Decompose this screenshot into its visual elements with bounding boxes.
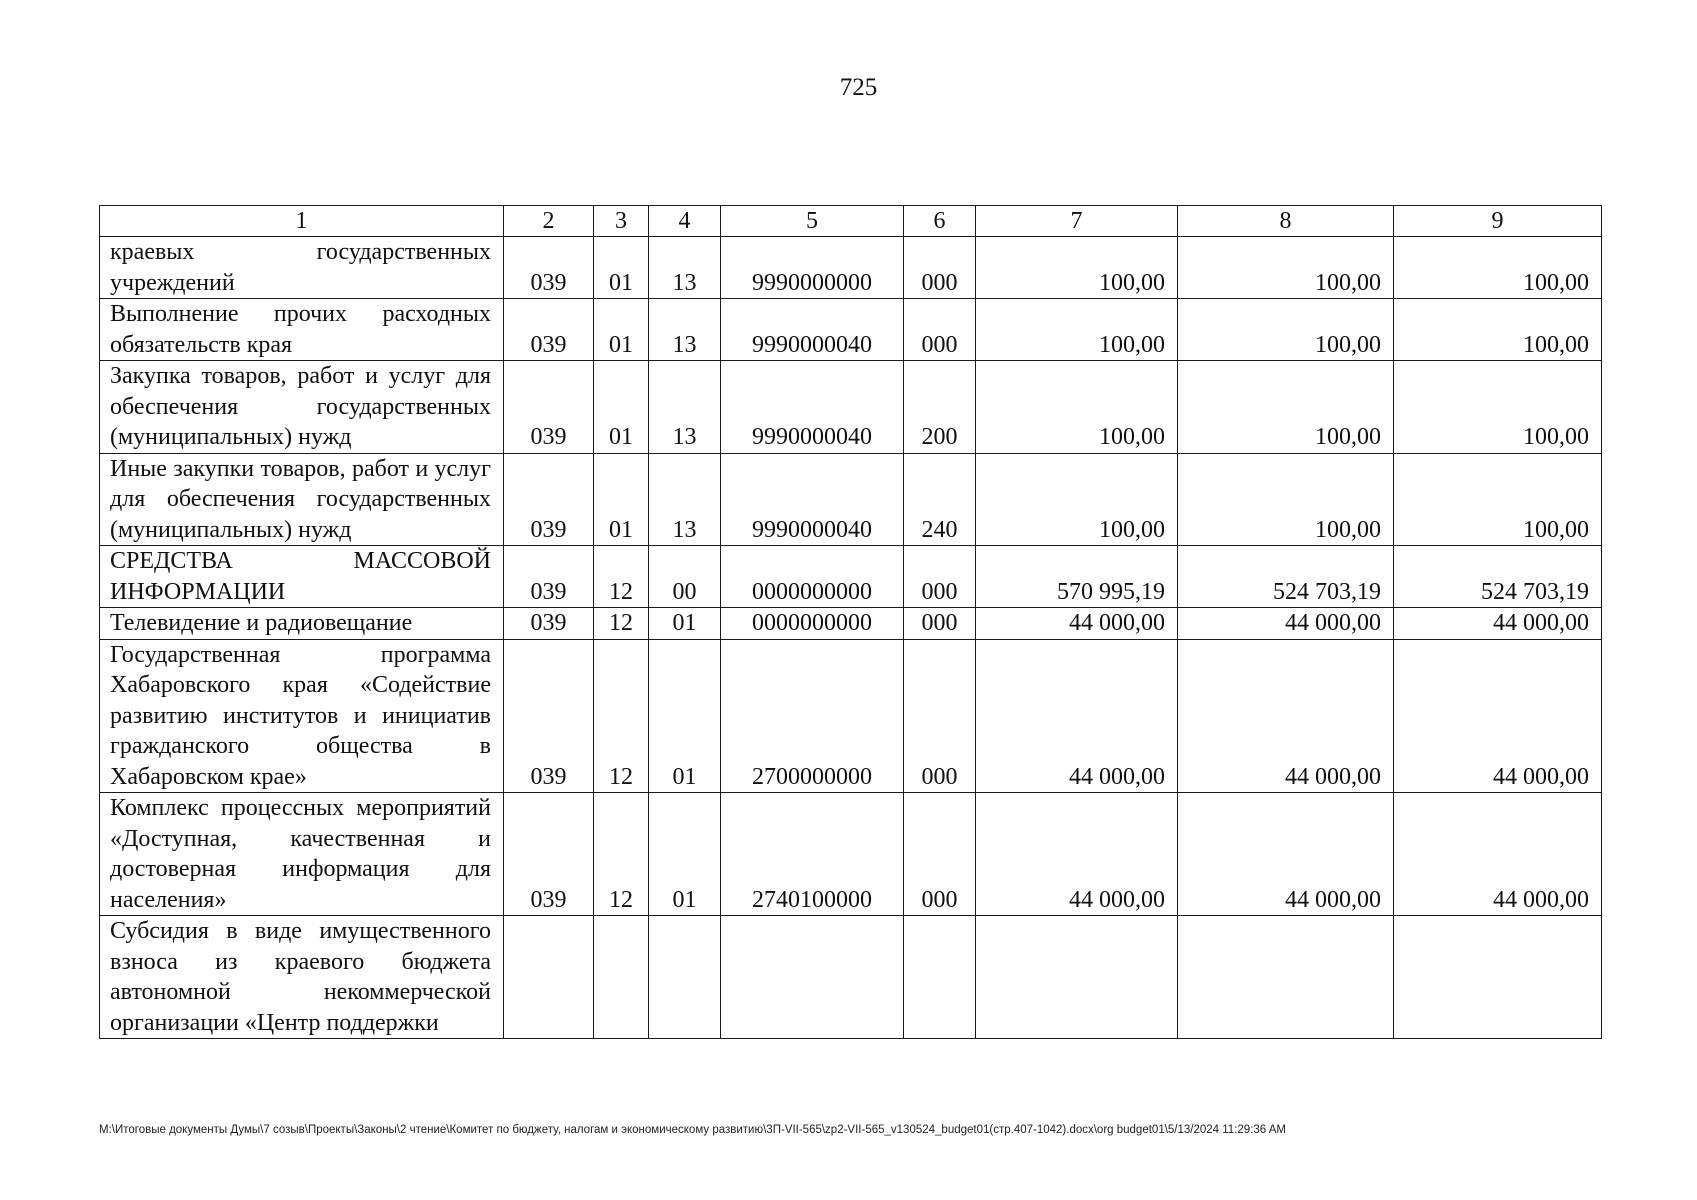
ministry-code: 039 xyxy=(504,608,594,640)
target-article-code: 2700000000 xyxy=(721,639,904,793)
section-code: 01 xyxy=(594,299,649,361)
header-cell: 5 xyxy=(721,206,904,237)
amount-col-9: 100,00 xyxy=(1394,453,1602,546)
table-row xyxy=(100,608,1602,640)
amount-col-8: 100,00 xyxy=(1178,237,1394,299)
section-code: 01 xyxy=(594,237,649,299)
page-number: 725 xyxy=(839,74,878,101)
budget-table xyxy=(99,205,1602,1039)
row-name: Государственная программа Хабаровского края «Содействие развитию институтов и инициатив гражданского общества в Хабаровском крае» xyxy=(100,639,504,793)
table-header-row xyxy=(100,206,1602,237)
row-name: СРЕДСТВА МАССОВОЙ ИНФОРМАЦИИ xyxy=(100,546,504,608)
amount-col-9: 44 000,00 xyxy=(1394,639,1602,793)
amount-col-8: 44 000,00 xyxy=(1178,608,1394,640)
target-article-code: 2740100000 xyxy=(721,793,904,916)
section-code: 12 xyxy=(594,608,649,640)
expense-type-code: 000 xyxy=(904,546,976,608)
amount-col-7 xyxy=(976,916,1178,1039)
expense-type-code xyxy=(904,916,976,1039)
expense-type-code: 000 xyxy=(904,639,976,793)
amount-col-7: 570 995,19 xyxy=(976,546,1178,608)
header-cell: 6 xyxy=(904,206,976,237)
amount-col-8: 44 000,00 xyxy=(1178,639,1394,793)
amount-col-7: 44 000,00 xyxy=(976,608,1178,640)
ministry-code: 039 xyxy=(504,361,594,454)
amount-col-9: 44 000,00 xyxy=(1394,608,1602,640)
expense-type-code: 000 xyxy=(904,793,976,916)
table-row xyxy=(100,639,1602,793)
section-code: 12 xyxy=(594,546,649,608)
row-name: Субсидия в виде имущественного взноса из краевого бюджета автономной некоммерческой организации «Центр поддержки xyxy=(100,916,504,1039)
footer-file-path: M:\Итоговые документы Думы\7 созыв\Проекты\Законы\2 чтение\Комитет по бюджету, налогам и экономическому развитию\3П-VII-565\zp2-VII-565_v130524_budget01(стр.407-1042).docx\org budget01\5/13/2024 11:29:36 AM xyxy=(99,1124,1286,1136)
section-code: 12 xyxy=(594,793,649,916)
section-code: 01 xyxy=(594,453,649,546)
expense-type-code: 240 xyxy=(904,453,976,546)
ministry-code: 039 xyxy=(504,793,594,916)
row-name: Выполнение прочих расходных обязательств края xyxy=(100,299,504,361)
header-cell: 7 xyxy=(976,206,1178,237)
amount-col-8: 100,00 xyxy=(1178,453,1394,546)
section-code: 12 xyxy=(594,639,649,793)
subsection-code: 00 xyxy=(649,546,721,608)
table-row xyxy=(100,361,1602,454)
target-article-code: 9990000040 xyxy=(721,453,904,546)
subsection-code: 13 xyxy=(649,299,721,361)
expense-type-code: 200 xyxy=(904,361,976,454)
amount-col-7: 100,00 xyxy=(976,361,1178,454)
amount-col-7: 100,00 xyxy=(976,299,1178,361)
header-cell: 9 xyxy=(1394,206,1602,237)
amount-col-7: 44 000,00 xyxy=(976,793,1178,916)
subsection-code: 01 xyxy=(649,608,721,640)
ministry-code xyxy=(504,916,594,1039)
section-code: 01 xyxy=(594,361,649,454)
expense-type-code: 000 xyxy=(904,299,976,361)
table-row xyxy=(100,453,1602,546)
expense-type-code: 000 xyxy=(904,237,976,299)
row-name: Телевидение и радиовещание xyxy=(100,608,504,640)
amount-col-8 xyxy=(1178,916,1394,1039)
header-cell: 4 xyxy=(649,206,721,237)
amount-col-7: 100,00 xyxy=(976,453,1178,546)
target-article-code: 9990000040 xyxy=(721,299,904,361)
amount-col-7: 100,00 xyxy=(976,237,1178,299)
subsection-code: 01 xyxy=(649,639,721,793)
row-name: Закупка товаров, работ и услуг для обеспечения государственных (муниципальных) нужд xyxy=(100,361,504,454)
header-cell: 2 xyxy=(504,206,594,237)
amount-col-8: 44 000,00 xyxy=(1178,793,1394,916)
subsection-code: 01 xyxy=(649,793,721,916)
table-row xyxy=(100,916,1602,1039)
amount-col-8: 100,00 xyxy=(1178,299,1394,361)
row-name: Иные закупки товаров, работ и услуг для обеспечения государственных (муниципальных) нужд xyxy=(100,453,504,546)
row-name: Комплекс процессных мероприятий «Доступная, качественная и достоверная информация для населения» xyxy=(100,793,504,916)
header-cell: 8 xyxy=(1178,206,1394,237)
target-article-code xyxy=(721,916,904,1039)
table-row xyxy=(100,793,1602,916)
target-article-code: 9990000000 xyxy=(721,237,904,299)
table-row xyxy=(100,237,1602,299)
section-code xyxy=(594,916,649,1039)
subsection-code: 13 xyxy=(649,361,721,454)
subsection-code: 13 xyxy=(649,237,721,299)
table-row xyxy=(100,299,1602,361)
table-row xyxy=(100,546,1602,608)
subsection-code: 13 xyxy=(649,453,721,546)
expense-type-code: 000 xyxy=(904,608,976,640)
amount-col-7: 44 000,00 xyxy=(976,639,1178,793)
amount-col-9: 524 703,19 xyxy=(1394,546,1602,608)
target-article-code: 0000000000 xyxy=(721,546,904,608)
header-cell: 1 xyxy=(100,206,504,237)
target-article-code: 9990000040 xyxy=(721,361,904,454)
ministry-code: 039 xyxy=(504,237,594,299)
amount-col-9: 100,00 xyxy=(1394,299,1602,361)
amount-col-9: 44 000,00 xyxy=(1394,793,1602,916)
amount-col-9 xyxy=(1394,916,1602,1039)
amount-col-8: 524 703,19 xyxy=(1178,546,1394,608)
amount-col-9: 100,00 xyxy=(1394,361,1602,454)
header-cell: 3 xyxy=(594,206,649,237)
subsection-code xyxy=(649,916,721,1039)
amount-col-9: 100,00 xyxy=(1394,237,1602,299)
ministry-code: 039 xyxy=(504,453,594,546)
target-article-code: 0000000000 xyxy=(721,608,904,640)
row-name: краевых государственных учреждений xyxy=(100,237,504,299)
amount-col-8: 100,00 xyxy=(1178,361,1394,454)
ministry-code: 039 xyxy=(504,639,594,793)
ministry-code: 039 xyxy=(504,299,594,361)
ministry-code: 039 xyxy=(504,546,594,608)
